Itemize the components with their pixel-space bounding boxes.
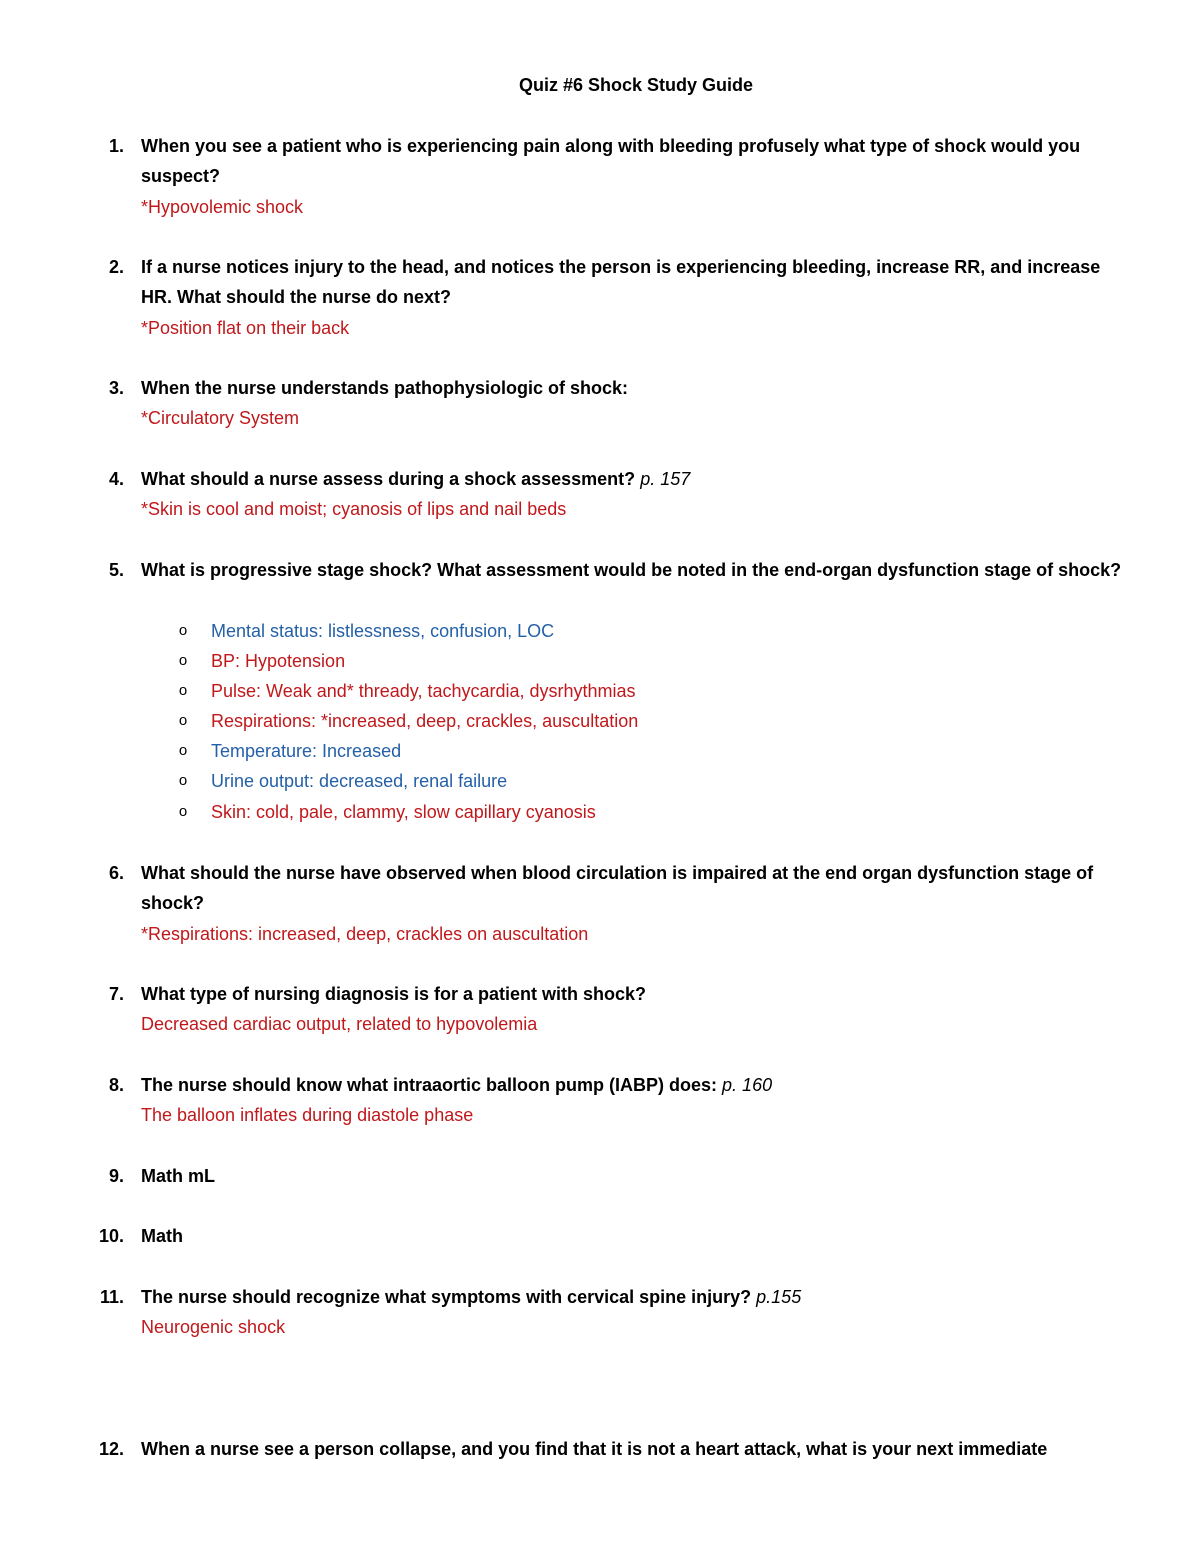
question-body: What should a nurse assess during a shock assessment? bbox=[141, 469, 636, 489]
bullet-text: Urine output: decreased, renal failure bbox=[211, 771, 508, 791]
question-text: What is progressive stage shock? What assessment would be noted in the end-organ dysfunction stage of shock? bbox=[141, 560, 1122, 580]
question-number: 12. bbox=[98, 1439, 124, 1459]
question-text: When you see a patient who is experiencing pain along with bleeding profusely what type of shock would you suspect? bbox=[141, 136, 1081, 186]
question-body: The nurse should recognize what symptoms with cervical spine injury? bbox=[141, 1287, 752, 1307]
bullet-icon: o bbox=[178, 682, 188, 699]
question-text bbox=[141, 1070, 1131, 1100]
answer-text: *Position flat on their back bbox=[141, 318, 350, 338]
question-text bbox=[141, 1282, 1131, 1312]
bullet-text: BP: Hypotension bbox=[211, 651, 346, 671]
bullet-text: Skin: cold, pale, clammy, slow capillary cyanosis bbox=[211, 802, 596, 822]
bullet-text: Pulse: Weak and* thready, tachycardia, dysrhythmias bbox=[211, 681, 636, 701]
bullet-icon: o bbox=[178, 622, 188, 639]
bullet-text: Respirations: *increased, deep, crackles, auscultation bbox=[211, 711, 639, 731]
answer-text: *Hypovolemic shock bbox=[141, 197, 304, 217]
question-number: 4. bbox=[108, 469, 124, 489]
bullet-text: Temperature: Increased bbox=[211, 741, 402, 761]
bullet-icon: o bbox=[178, 652, 188, 669]
question-text: When the nurse understands pathophysiologic of shock: bbox=[141, 378, 629, 398]
page-title: Quiz #6 Shock Study Guide bbox=[518, 75, 754, 95]
page-reference: p. 160 bbox=[722, 1075, 773, 1095]
question-number: 9. bbox=[108, 1166, 124, 1186]
question-number: 5. bbox=[108, 560, 124, 580]
bullet-icon: o bbox=[178, 772, 188, 789]
answer-text: Neurogenic shock bbox=[141, 1317, 286, 1337]
question-text: Math mL bbox=[141, 1166, 215, 1186]
bullet-icon: o bbox=[178, 742, 188, 759]
question-body: The nurse should know what intraaortic balloon pump (IABP) does: bbox=[141, 1075, 718, 1095]
question-text: When a nurse see a person collapse, and you find that it is not a heart attack, what is your next immediate bbox=[141, 1439, 1048, 1459]
question-number: 6. bbox=[108, 863, 124, 883]
question-number: 2. bbox=[108, 257, 124, 277]
question-number: 8. bbox=[108, 1075, 124, 1095]
question-number: 10. bbox=[98, 1226, 124, 1246]
question-text bbox=[141, 464, 1131, 494]
answer-text: *Skin is cool and moist; cyanosis of lips and nail beds bbox=[141, 499, 567, 519]
page-reference: p. 157 bbox=[640, 469, 691, 489]
question-number: 11. bbox=[99, 1287, 124, 1307]
bullet-icon: o bbox=[178, 803, 188, 820]
question-text: If a nurse notices injury to the head, and notices the person is experiencing bleeding, increase RR, and increase HR. What should the nurse do next? bbox=[141, 257, 1101, 307]
question-text: What should the nurse have observed when blood circulation is impaired at the end organ dysfunction stage of shock? bbox=[141, 863, 1094, 913]
question-text: What type of nursing diagnosis is for a patient with shock? bbox=[141, 984, 647, 1004]
bullet-text: Mental status: listlessness, confusion, LOC bbox=[211, 621, 555, 641]
answer-text: *Respirations: increased, deep, crackles on auscultation bbox=[141, 924, 589, 944]
question-text: Math bbox=[141, 1226, 183, 1246]
bullet-icon: o bbox=[178, 712, 188, 729]
page-reference: p.155 bbox=[756, 1287, 802, 1307]
question-number: 3. bbox=[108, 378, 124, 398]
answer-text: *Circulatory System bbox=[141, 408, 300, 428]
answer-text: The balloon inflates during diastole phase bbox=[141, 1105, 474, 1125]
question-number: 1. bbox=[108, 136, 124, 156]
answer-text: Decreased cardiac output, related to hypovolemia bbox=[141, 1014, 538, 1034]
question-number: 7. bbox=[108, 984, 124, 1004]
